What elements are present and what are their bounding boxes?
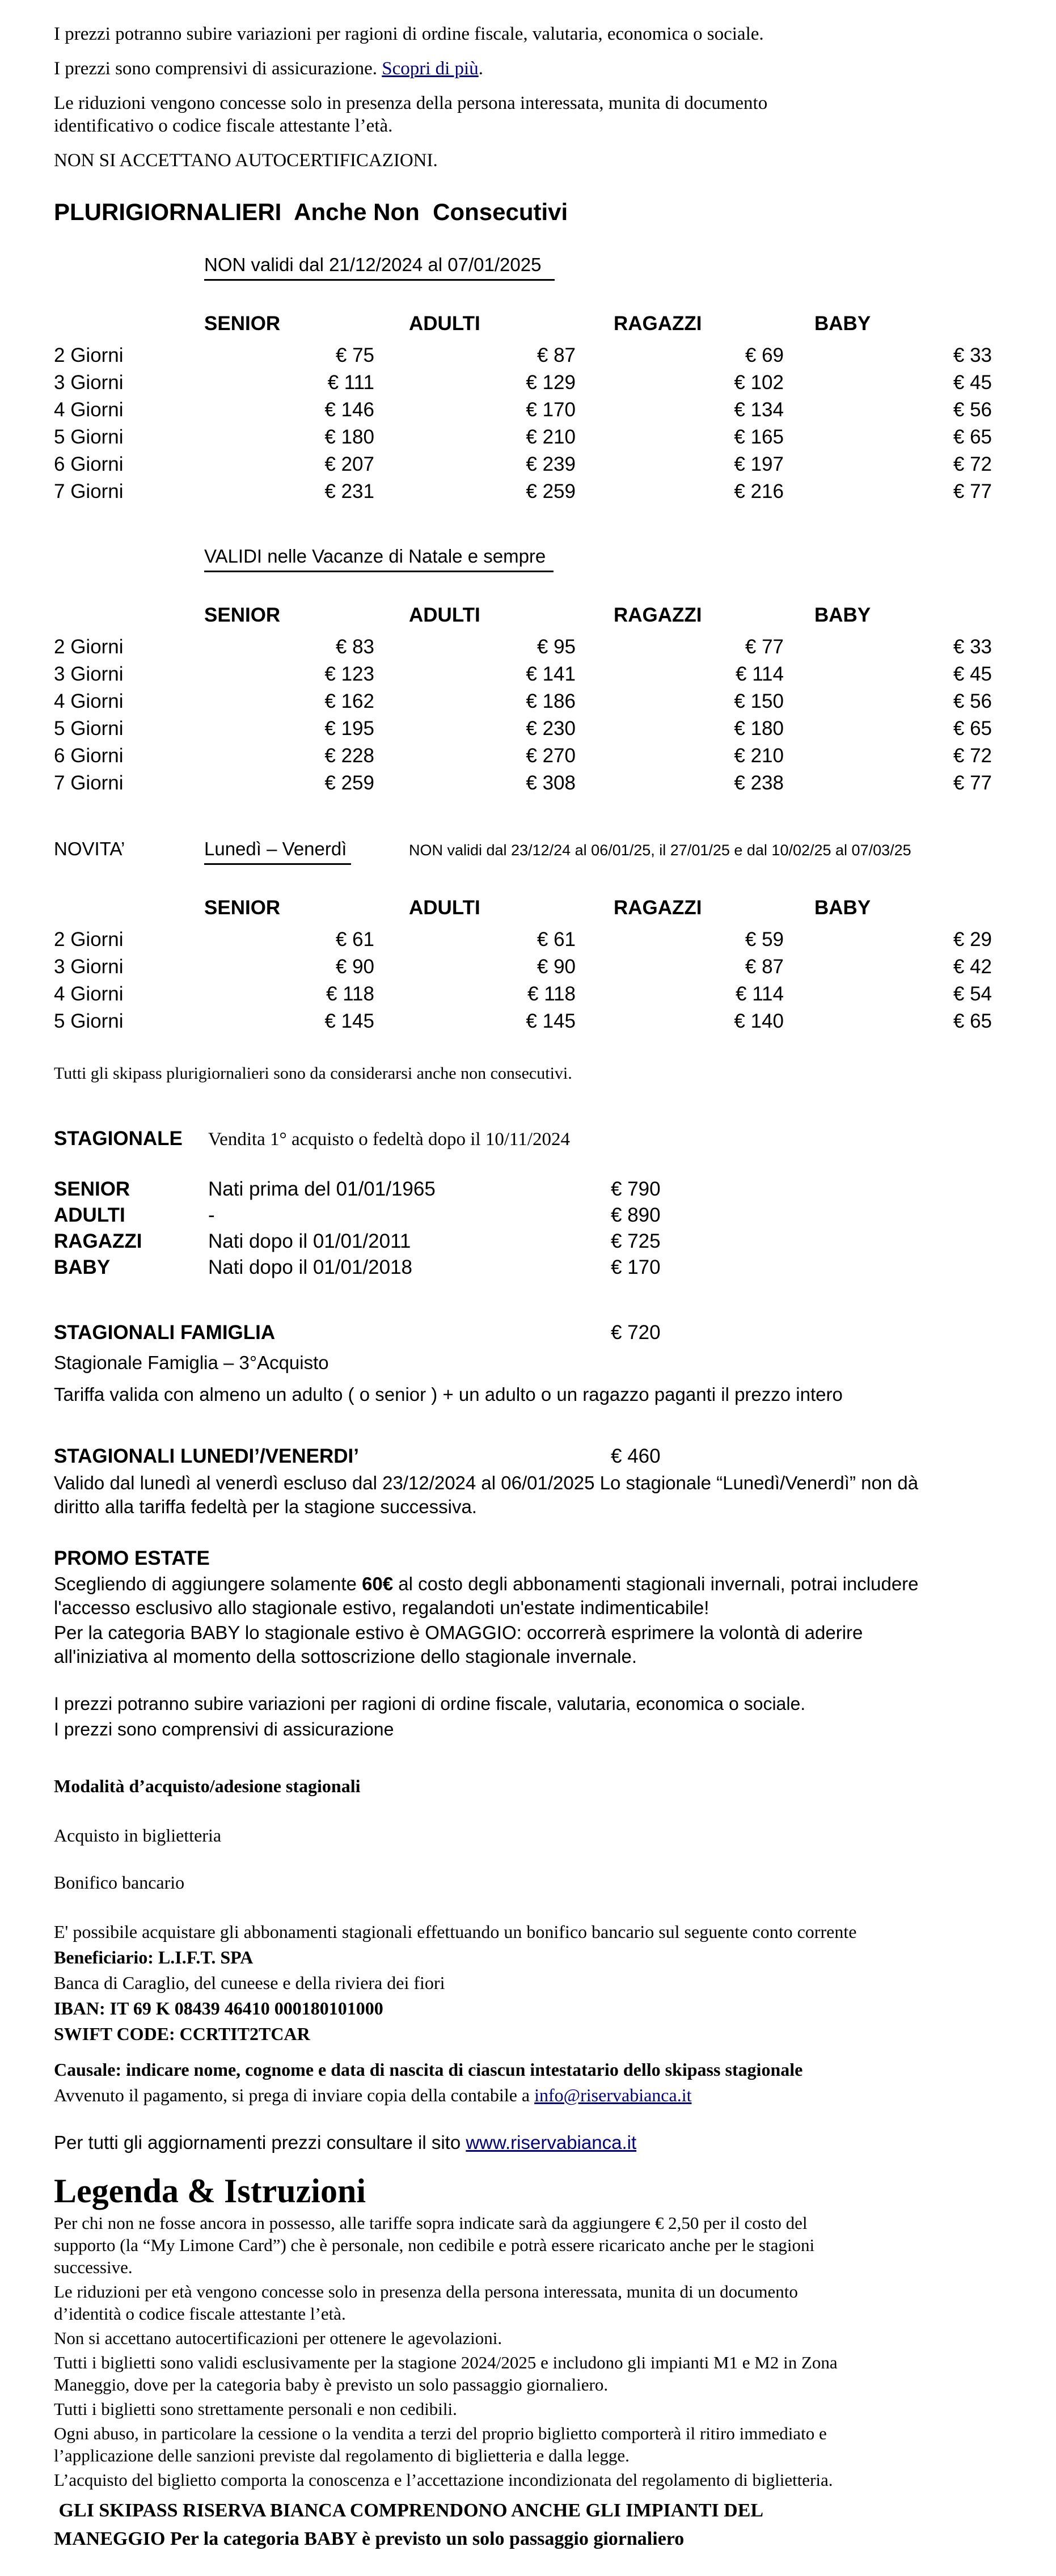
price-value: € 95 [537,636,576,658]
row-description: - [208,1204,215,1226]
price-value: € 72 [953,745,992,767]
legenda-line: d’identità o codice fiscale attestante l’età. [54,2304,346,2324]
row-label: 2 Giorni [54,636,124,658]
legenda-paragraph [54,2212,1033,2278]
banca-line: Banca di Caraglio, del cuneese e della riviera dei fiori [54,1973,445,1993]
promo-estate-title: PROMO ESTATE [54,1547,210,1569]
stagionale-subtitle: Vendita 1° acquisto o fedeltà dopo il 10/11/2024 [208,1129,570,1150]
table-row [54,369,1033,396]
column-header-senior: SENIOR [204,313,281,335]
legenda-line: l’applicazione delle sanzioni previste dal regolamento di biglietteria e dalla legge. [54,2446,630,2465]
table-row [54,1008,1033,1035]
promo-paragraph-1 [54,1572,1033,1620]
price-value: € 118 [527,983,576,1005]
price-value: € 114 [736,663,784,685]
table-row [54,715,1033,742]
price-value: € 170 [611,1256,661,1278]
table-row [54,1202,1033,1228]
price-value: € 77 [953,480,992,502]
row-label: ADULTI [54,1204,125,1226]
price-value: € 87 [745,956,784,978]
row-label: 6 Giorni [54,745,124,767]
price-variation-note-line1: I prezzi potranno subire variazioni per ragioni di ordine fiscale, valutaria, economica o sociale. [54,1694,806,1714]
price-variation-note [54,1691,1033,1742]
price-value: € 197 [734,453,784,475]
price-value: € 165 [734,426,784,448]
price-value: € 890 [611,1204,661,1226]
legenda-line: Per chi non ne fosse ancora in possesso, alle tariffe sopra indicate sarà da aggiungere € 2,50 per il costo del [54,2213,808,2233]
stagionale-title: STAGIONALE [54,1127,183,1150]
price-value: € 195 [324,717,374,740]
novita-label: NOVITA’ [54,838,125,859]
table-row [54,742,1033,770]
stagionali-lunven-label: STAGIONALI LUNEDI’/VENERDI’ [54,1445,359,1467]
table-row [54,1228,1033,1255]
table-row [54,342,1033,369]
price-value: € 61 [537,928,576,951]
scopri-di-piu-link[interactable]: Scopri di più [382,58,479,79]
price-value: € 259 [526,480,576,502]
legenda-line: Maneggio, dove per la categoria baby è previsto un solo passaggio giornaliero. [54,2375,609,2395]
stagionali-famiglia-row [54,1320,1033,1345]
lunven-description-line1: Valido dal lunedì al venerdì escluso dal 23/12/2024 al 06/01/2025 Lo stagionale “Lunedì/Venerdì” non dà [54,1472,919,1493]
price-value: € 61 [335,928,374,951]
table-row [54,688,1033,715]
intro-paragraph-2-text: I prezzi sono comprensivi di assicurazione. [54,58,382,79]
table-row [54,953,1033,981]
acquisto-biglietteria-item: Acquisto in biglietteria [54,1825,222,1846]
table-holidays-subtitle [204,544,1033,572]
header-spacer [54,604,204,627]
price-value: € 270 [526,745,576,767]
price-value: € 259 [324,772,374,794]
promo-paragraph-1-line2: l'accesso esclusivo allo stagionale estivo, regalandoti un'estate indimenticabile! [54,1597,709,1618]
table-holidays [54,634,1033,797]
price-value: € 69 [745,344,784,366]
column-header-baby: BABY [814,604,871,626]
table-high-season-header-row [54,313,1033,335]
table-row [54,981,1033,1008]
bonifico-bancario-item: Bonifico bancario [54,1872,185,1893]
table-high-season [54,342,1033,505]
price-value: € 210 [734,745,784,767]
price-variation-note-line2: I prezzi sono comprensivi di assicurazione [54,1719,394,1739]
intro-paragraph-2 [54,57,1033,80]
beneficiario-line: Beneficiario: L.I.F.T. SPA [54,1947,254,1967]
novita-subtitle-text: Lunedì – Venerdì [204,837,351,865]
price-value: € 33 [953,636,992,658]
pagamento-text: Avvenuto il pagamento, si prega di inviare copia della contabile a [54,2085,535,2105]
row-label: 3 Giorni [54,956,124,978]
price-value: € 29 [953,928,992,951]
price-value: € 238 [734,772,784,794]
legenda-line: supporto (la “My Limone Card”) che è personale, non cedibile e potrà essere ricaricato anche per le stagioni [54,2235,815,2255]
price-value: € 72 [953,453,992,475]
price-value: € 150 [734,690,784,712]
legenda-paragraph [54,2351,1033,2396]
row-description: Nati prima del 01/01/1965 [208,1178,436,1200]
aggiornamenti-text: Per tutti gli aggiornamenti prezzi consultare il sito [54,2132,466,2153]
plurigiornalieri-footnote: Tutti gli skipass plurigiornalieri sono da considerarsi anche non consecutivi. [54,1064,572,1083]
price-value: € 114 [736,983,784,1005]
famiglia-detail-line: Stagionale Famiglia – 3°Acquisto [54,1352,329,1373]
column-header-ragazzi: RAGAZZI [614,313,702,335]
table-row [54,1176,1033,1202]
legenda-line: Ogni abuso, in particolare la cessione o la vendita a terzi del proprio biglietto comporterà il ritiro immediato e [54,2423,827,2443]
legenda-line: Le riduzioni per età vengono concesse solo in presenza della persona interessata, munita di un documento [54,2282,798,2301]
price-value: € 239 [526,453,576,475]
price-value: € 725 [611,1230,661,1252]
table-holidays-header-row [54,604,1033,627]
modalita-acquisto-title: Modalità d’acquisto/adesione stagionali [54,1776,361,1796]
price-value: € 65 [953,717,992,740]
table-row [54,478,1033,505]
stagionali-lunven-row [54,1444,1033,1469]
iban-line: IBAN: IT 69 K 08439 46410 000180101000 [54,1998,383,2018]
stagionali-famiglia-label: STAGIONALI FAMIGLIA [54,1321,276,1344]
price-value: € 162 [324,690,374,712]
table-row [54,1255,1033,1281]
price-value: € 186 [526,690,576,712]
price-value: € 75 [335,344,374,366]
price-value: € 180 [734,717,784,740]
table-holidays-subtitle-text: VALIDI nelle Vacanze di Natale e sempre [204,544,554,572]
price-value: € 140 [734,1010,784,1032]
column-header-senior: SENIOR [204,897,281,919]
price-value: € 720 [611,1321,661,1344]
email-link[interactable]: info@riservabianca.it [534,2085,692,2105]
novita-row [54,837,1033,865]
column-header-baby: BABY [814,313,871,335]
promo-paragraph-2 [54,1621,1033,1669]
intro-paragraph-3-line2: identificativo o codice fiscale attestante l’età. [54,116,393,136]
legenda-line: successive. [54,2257,133,2277]
column-header-ragazzi: RAGAZZI [614,897,702,919]
legenda-line: L’acquisto del biglietto comporta la conoscenza e l’accettazione incondizionata del regolamento di biglietteria. [54,2470,833,2490]
row-label: RAGAZZI [54,1230,142,1252]
promo-p1-suffix: al costo degli abbonamenti stagionali invernali, potrai includere [393,1573,919,1594]
row-label: 3 Giorni [54,371,124,394]
price-value: € 180 [324,426,374,448]
novita-subtitle [204,837,409,865]
final-bold-line1: GLI SKIPASS RISERVA BIANCA COMPRENDONO ANCHE GLI IMPIANTI DEL [54,2500,764,2521]
price-value: € 59 [745,928,784,951]
price-value: € 216 [734,480,784,502]
price-value: € 90 [335,956,374,978]
famiglia-tariffa-line: Tariffa valida con almeno un adulto ( o senior ) + un adulto o un ragazzo paganti il prezzo intero [54,1384,843,1405]
novita-validity-note: NON validi dal 23/12/24 al 06/01/25, il 27/01/25 e dal 10/02/25 al 07/03/25 [409,842,911,859]
lunven-description [54,1471,1033,1519]
row-label: 7 Giorni [54,772,124,794]
price-value: € 123 [324,663,374,685]
price-value: € 228 [324,745,374,767]
table-high-season-subtitle [204,252,1033,281]
causale-line: Causale: indicare nome, cognome e data di nascita di ciascun intestatario dello skipass stagionale [54,2059,803,2080]
row-label: 7 Giorni [54,480,124,502]
swift-line: SWIFT CODE: CCRTIT2TCAR [54,2024,310,2044]
price-value: € 56 [953,399,992,421]
promo-paragraph-2-line2: all'iniziativa al momento della sottoscrizione dello stagionale invernale. [54,1646,637,1667]
price-value: € 308 [526,772,576,794]
column-header-adulti: ADULTI [409,897,480,919]
price-value: € 77 [953,772,992,794]
promo-p1-prefix: Scegliendo di aggiungere solamente [54,1573,362,1594]
price-value: € 45 [953,371,992,394]
price-value: € 65 [953,1010,992,1032]
table-row [54,424,1033,451]
legenda-paragraph [54,2422,1033,2467]
row-label: BABY [54,1256,111,1278]
price-value: € 77 [745,636,784,658]
legenda-paragraph [54,2469,1033,2491]
column-header-senior: SENIOR [204,604,281,626]
price-value: € 83 [335,636,374,658]
table-row [54,770,1033,797]
legenda-line: Tutti i biglietti sono validi esclusivamente per la stagione 2024/2025 e includono gli impianti M1 e M2 in Zona [54,2353,838,2372]
price-value: € 45 [953,663,992,685]
price-value: € 102 [734,371,784,394]
legenda-line: Non si accettano autocertificazioni per ottenere le agevolazioni. [54,2328,502,2348]
row-label: 5 Giorni [54,717,124,740]
intro-paragraph-1: I prezzi potranno subire variazioni per ragioni di ordine fiscale, valutaria, economica o sociale. [54,24,764,44]
price-value: € 111 [327,371,374,394]
price-value: € 146 [324,399,374,421]
intro-paragraph-3-line1: Le riduzioni vengono concesse solo in presenza della persona interessata, munita di documento [54,93,768,113]
table-row [54,661,1033,688]
price-value: € 33 [953,344,992,366]
header-spacer [54,897,204,919]
price-value: € 145 [324,1010,374,1032]
price-value: € 65 [953,426,992,448]
column-header-adulti: ADULTI [409,313,480,335]
price-value: € 210 [526,426,576,448]
price-value: € 170 [526,399,576,421]
price-value: € 790 [611,1178,661,1200]
plurigiornalieri-heading: PLURIGIORNALIERI Anche Non Consecutivi [54,199,568,225]
legenda-heading: Legenda & Istruzioni [54,2172,366,2210]
price-value: € 141 [526,663,576,685]
intro-paragraph-2-period: . [478,58,483,79]
intro-paragraph-4: NON SI ACCETTANO AUTOCERTIFICAZIONI. [54,150,438,171]
row-label: 5 Giorni [54,426,124,448]
stagionale-table [54,1176,1033,1281]
row-label: 2 Giorni [54,344,124,366]
legenda-paragraph [54,2327,1033,2349]
lunven-description-line2: diritto alla tariffa fedeltà per la stagione successiva. [54,1496,477,1517]
row-label: SENIOR [54,1178,130,1200]
row-description: Nati dopo il 01/01/2018 [208,1256,412,1278]
promo-p1-bold-price: 60€ [362,1573,394,1594]
bonifico-intro-line: E' possibile acquistare gli abbonamenti stagionali effettuando un bonifico bancario sul seguente conto corrente [54,1922,857,1942]
row-label: 4 Giorni [54,983,124,1005]
column-header-baby: BABY [814,897,871,919]
table-monfri [54,926,1033,1035]
price-value: € 90 [537,956,576,978]
price-value: € 42 [953,956,992,978]
price-value: € 231 [324,480,374,502]
promo-paragraph-2-line1: Per la categoria BABY lo stagionale estivo è OMAGGIO: occorrerà esprimere la volontà di aderire [54,1622,863,1643]
row-label: 2 Giorni [54,928,124,951]
table-row [54,451,1033,478]
row-label: 4 Giorni [54,399,124,421]
column-header-adulti: ADULTI [409,604,480,626]
price-value: € 118 [326,983,374,1005]
price-value: € 207 [324,453,374,475]
legenda-paragraph [54,2281,1033,2325]
price-value: € 87 [537,344,576,366]
row-label: 4 Giorni [54,690,124,712]
table-monfri-header-row [54,897,1033,919]
price-value: € 460 [611,1445,661,1467]
table-row [54,926,1033,953]
row-label: 3 Giorni [54,663,124,685]
pagamento-line [54,2083,1033,2108]
row-label: 6 Giorni [54,453,124,475]
table-row [54,396,1033,424]
website-link[interactable]: www.riservabianca.it [466,2132,637,2153]
price-value: € 145 [526,1010,576,1032]
price-value: € 56 [953,690,992,712]
column-header-ragazzi: RAGAZZI [614,604,702,626]
row-description: Nati dopo il 01/01/2011 [208,1230,411,1252]
legenda-line: Tutti i biglietti sono strettamente personali e non cedibili. [54,2399,457,2419]
final-bold-statement [54,2497,1033,2553]
stagionale-title-row [54,1127,1033,1150]
promo-paragraph-1-line1 [54,1572,1033,1596]
aggiornamenti-line [54,2130,1033,2155]
price-value: € 54 [953,983,992,1005]
table-high-season-subtitle-text: NON validi dal 21/12/2024 al 07/01/2025 [204,252,555,281]
legenda-paragraph [54,2398,1033,2420]
table-row [54,634,1033,661]
header-spacer [54,313,204,335]
price-value: € 134 [734,399,784,421]
row-label: 5 Giorni [54,1010,124,1032]
price-value: € 230 [526,717,576,740]
price-value: € 129 [526,371,576,394]
intro-paragraph-3 [54,92,1033,137]
final-bold-line2: MANEGGIO Per la categoria BABY è previsto un solo passaggio giornaliero [54,2528,685,2549]
